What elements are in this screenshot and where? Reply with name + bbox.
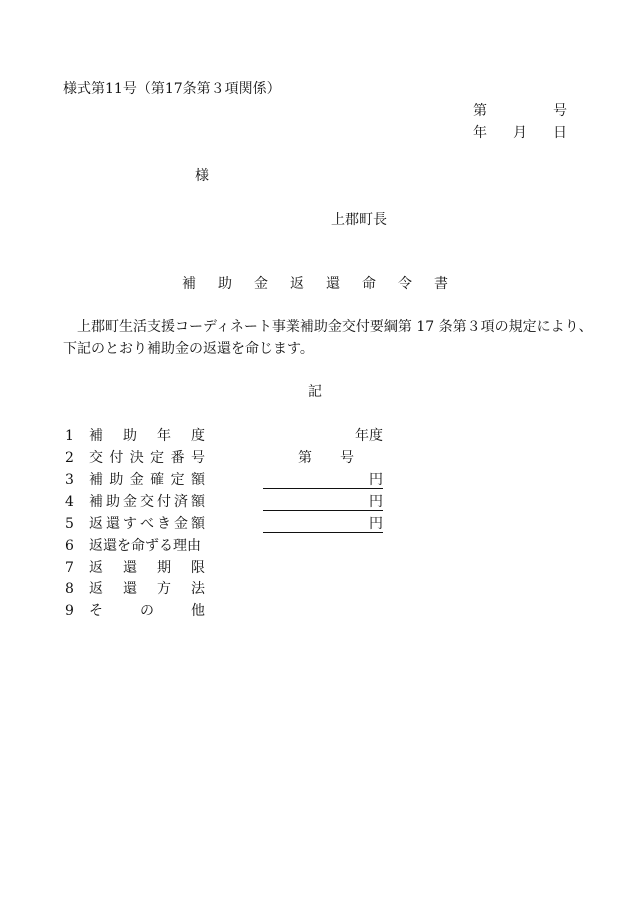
title-char: 金 <box>254 276 268 292</box>
item-number: 1 <box>65 428 74 444</box>
form-label: 様式第11号（第17条第３項関係） <box>63 81 281 97</box>
title-char: 補 <box>182 276 196 292</box>
yen-unit: 円 <box>369 516 383 532</box>
item-label: 返 還 期 限 <box>89 560 205 576</box>
item-label: 交 付 決 定 番 号 <box>89 450 205 466</box>
date-day: 日 <box>553 125 567 141</box>
yen-unit: 円 <box>369 472 383 488</box>
item-number: 2 <box>65 450 74 466</box>
document-number <box>473 104 567 118</box>
amount-underline <box>263 510 383 511</box>
item-number: 7 <box>65 560 74 576</box>
yen-unit: 円 <box>369 494 383 510</box>
item-number: 8 <box>65 581 74 597</box>
item-label: 返 還 方 法 <box>89 581 205 597</box>
issuer-name: 上郡町長 <box>331 212 387 228</box>
document-title <box>182 277 448 291</box>
title-char: 書 <box>434 276 448 292</box>
item-label: 補 助 金 交 付 済 額 <box>89 494 205 510</box>
addressee-honorific: 様 <box>195 168 209 184</box>
item-number: 6 <box>65 538 74 554</box>
body-line-1: 上郡町生活支援コーディネート事業補助金交付要綱第 17 条第３項の規定により、 <box>77 319 593 335</box>
title-char: 命 <box>362 276 376 292</box>
fiscal-year-value: 年度 <box>355 428 383 444</box>
number-suffix: 号 <box>553 103 567 119</box>
item-label: そ の 他 <box>89 603 205 619</box>
amount-underline <box>263 488 383 489</box>
number-prefix: 第 <box>473 103 487 119</box>
decision-number-prefix: 第 <box>298 450 312 466</box>
title-char: 還 <box>326 276 340 292</box>
title-char: 返 <box>290 276 304 292</box>
date-year: 年 <box>473 125 487 141</box>
amount-underline <box>263 532 383 533</box>
decision-number-suffix: 号 <box>340 450 354 466</box>
item-number: 5 <box>65 516 74 532</box>
ki-heading: 記 <box>308 384 322 400</box>
title-char: 助 <box>218 276 232 292</box>
item-number: 9 <box>65 603 74 619</box>
title-char: 令 <box>398 276 412 292</box>
item-label: 返還を命ずる理由 <box>89 538 201 554</box>
body-line-2: 下記のとおり補助金の返還を命じます。 <box>63 341 314 357</box>
item-number: 3 <box>65 472 74 488</box>
item-label: 補 助 金 確 定 額 <box>89 472 205 488</box>
item-label: 返 還 す べ き 金 額 <box>89 516 205 532</box>
document-date <box>473 126 567 140</box>
date-month: 月 <box>513 125 527 141</box>
item-label: 補 助 年 度 <box>89 428 205 444</box>
item-number: 4 <box>65 494 74 510</box>
